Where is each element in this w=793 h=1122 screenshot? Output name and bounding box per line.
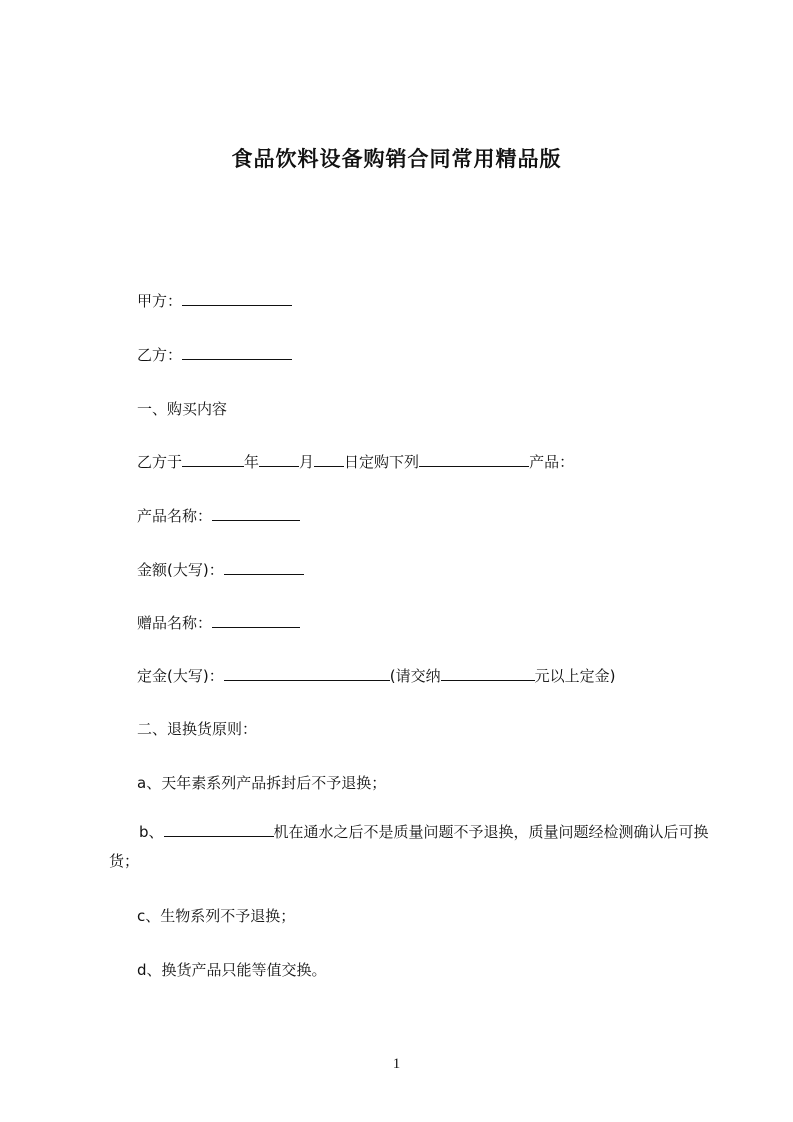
amount-label: 金额(大写)： bbox=[137, 561, 224, 579]
deposit-line bbox=[137, 666, 615, 686]
rule-c: c、生物系列不予退换； bbox=[137, 907, 296, 925]
rule-b bbox=[109, 818, 719, 876]
machine-type-blank[interactable] bbox=[164, 822, 274, 837]
product-name-label: 产品名称： bbox=[137, 507, 213, 525]
deposit-note-start: (请交纳 bbox=[389, 667, 441, 685]
rule-b-text: 机在通水之后不是质量问题不予退换，质量问题经检测确认后可换货； bbox=[109, 823, 709, 870]
deposit-minimum-blank[interactable] bbox=[441, 666, 535, 681]
product-label: 产品： bbox=[529, 453, 575, 471]
party-a-blank[interactable] bbox=[182, 291, 292, 306]
month-label: 月 bbox=[299, 453, 315, 471]
party-b-line bbox=[137, 345, 292, 365]
amount-line bbox=[137, 560, 304, 580]
document-title: 食品饮料设备购销合同常用精品版 bbox=[231, 147, 562, 171]
product-name-blank[interactable] bbox=[212, 506, 300, 521]
year-blank[interactable] bbox=[182, 452, 244, 467]
rule-a: a、天年素系列产品拆封后不予退换； bbox=[137, 774, 387, 792]
purchase-line bbox=[137, 452, 574, 472]
deposit-amount-blank[interactable] bbox=[224, 666, 390, 681]
deposit-note-end: 元以上定金) bbox=[534, 667, 616, 685]
product-type-blank[interactable] bbox=[419, 452, 529, 467]
section-2-heading: 二、退换货原则： bbox=[137, 720, 258, 738]
purchase-text-1: 乙方于 bbox=[137, 453, 183, 471]
product-name-line bbox=[137, 506, 300, 526]
rule-b-prefix: b、 bbox=[139, 823, 164, 841]
gift-name-label: 赠品名称： bbox=[137, 614, 213, 632]
rule-d: d、换货产品只能等值交换。 bbox=[137, 961, 327, 979]
party-b-label: 乙方： bbox=[137, 346, 183, 364]
day-blank[interactable] bbox=[314, 452, 344, 467]
section-1-heading: 一、购买内容 bbox=[137, 400, 228, 418]
party-b-blank[interactable] bbox=[182, 345, 292, 360]
deposit-label: 定金(大写)： bbox=[137, 667, 224, 685]
day-label: 日定购下列 bbox=[344, 453, 420, 471]
party-a-line bbox=[137, 291, 292, 311]
year-label: 年 bbox=[244, 453, 260, 471]
gift-name-blank[interactable] bbox=[212, 613, 300, 628]
party-a-label: 甲方： bbox=[137, 292, 183, 310]
month-blank[interactable] bbox=[259, 452, 299, 467]
gift-name-line bbox=[137, 613, 300, 633]
amount-blank[interactable] bbox=[224, 560, 304, 575]
page-number: 1 bbox=[392, 1056, 401, 1072]
